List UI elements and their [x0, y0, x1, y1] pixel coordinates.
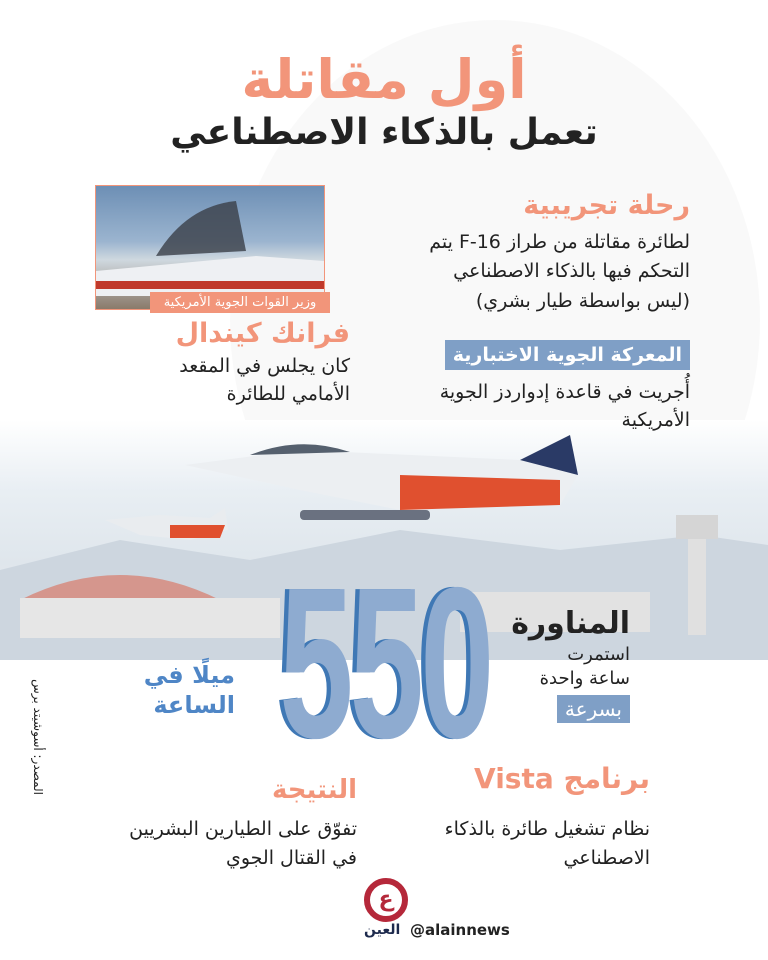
maneuver-lasted: استمرت [567, 644, 630, 665]
result-heading: النتيجة [271, 775, 357, 805]
jet-fuselage [96, 256, 324, 296]
main-title: أول مقاتلة [241, 48, 527, 111]
jet-photo-graphic [96, 186, 324, 309]
alain-logo-icon: ع [364, 878, 408, 922]
result-line-1: تفوّق على الطيارين البشريين [129, 818, 357, 840]
subtitle: تعمل بالذكاء الاصطناعي [170, 112, 598, 153]
speed-value: 550 [279, 542, 491, 783]
source-note: المصدر: أسوشيتد برس [31, 679, 45, 795]
hangar [20, 598, 280, 638]
lead-jet [185, 435, 578, 520]
social-handle[interactable]: @alainnews [410, 921, 510, 939]
person-desc-2: الأمامي للطائرة [226, 383, 350, 405]
battle-line-1: أُجريت في قاعدة إدواردز الجوية [439, 381, 690, 403]
alain-logo-text: العين [364, 922, 401, 938]
battle-heading-wrap [400, 340, 690, 370]
trial-line-1: لطائرة مقاتلة من طراز F-16 يتم [429, 231, 690, 253]
vista-line-1: نظام تشغيل طائرة بالذكاء [444, 818, 650, 840]
control-tower [688, 535, 706, 635]
speed-unit-2: الساعة [153, 691, 235, 719]
speed-unit [130, 660, 235, 720]
result-line-2: في القتال الجوي [225, 847, 357, 869]
trial-line-2: التحكم فيها بالذكاء الاصطناعي [453, 260, 690, 282]
vista-heading: برنامج Vista [474, 762, 650, 795]
maneuver-duration: ساعة واحدة [539, 668, 630, 689]
f16-jets-illustration [100, 430, 590, 560]
trial-line-3: (ليس بواسطة طيار بشري) [475, 290, 690, 312]
speed-unit-1: ميلًا في [143, 661, 235, 689]
cockpit-canopy [156, 201, 246, 256]
battle-line-2: الأمريكية [621, 409, 690, 431]
battle-heading: المعركة الجوية الاختبارية [445, 340, 690, 370]
person-name: فرانك كيندال [175, 318, 350, 349]
maneuver-block [500, 605, 630, 723]
trial-heading: رحلة تجريبية [523, 190, 690, 221]
jet-stripe [96, 281, 324, 289]
control-tower-cab [676, 515, 718, 539]
at-speed-label: بسرعة [557, 695, 630, 723]
photo-caption: وزير القوات الجوية الأمريكية [150, 292, 330, 313]
person-desc-1: كان يجلس في المقعد [179, 355, 350, 377]
second-jet [105, 508, 228, 540]
maneuver-heading: المناورة [511, 606, 630, 641]
vista-line-2: الاصطناعي [563, 847, 650, 869]
